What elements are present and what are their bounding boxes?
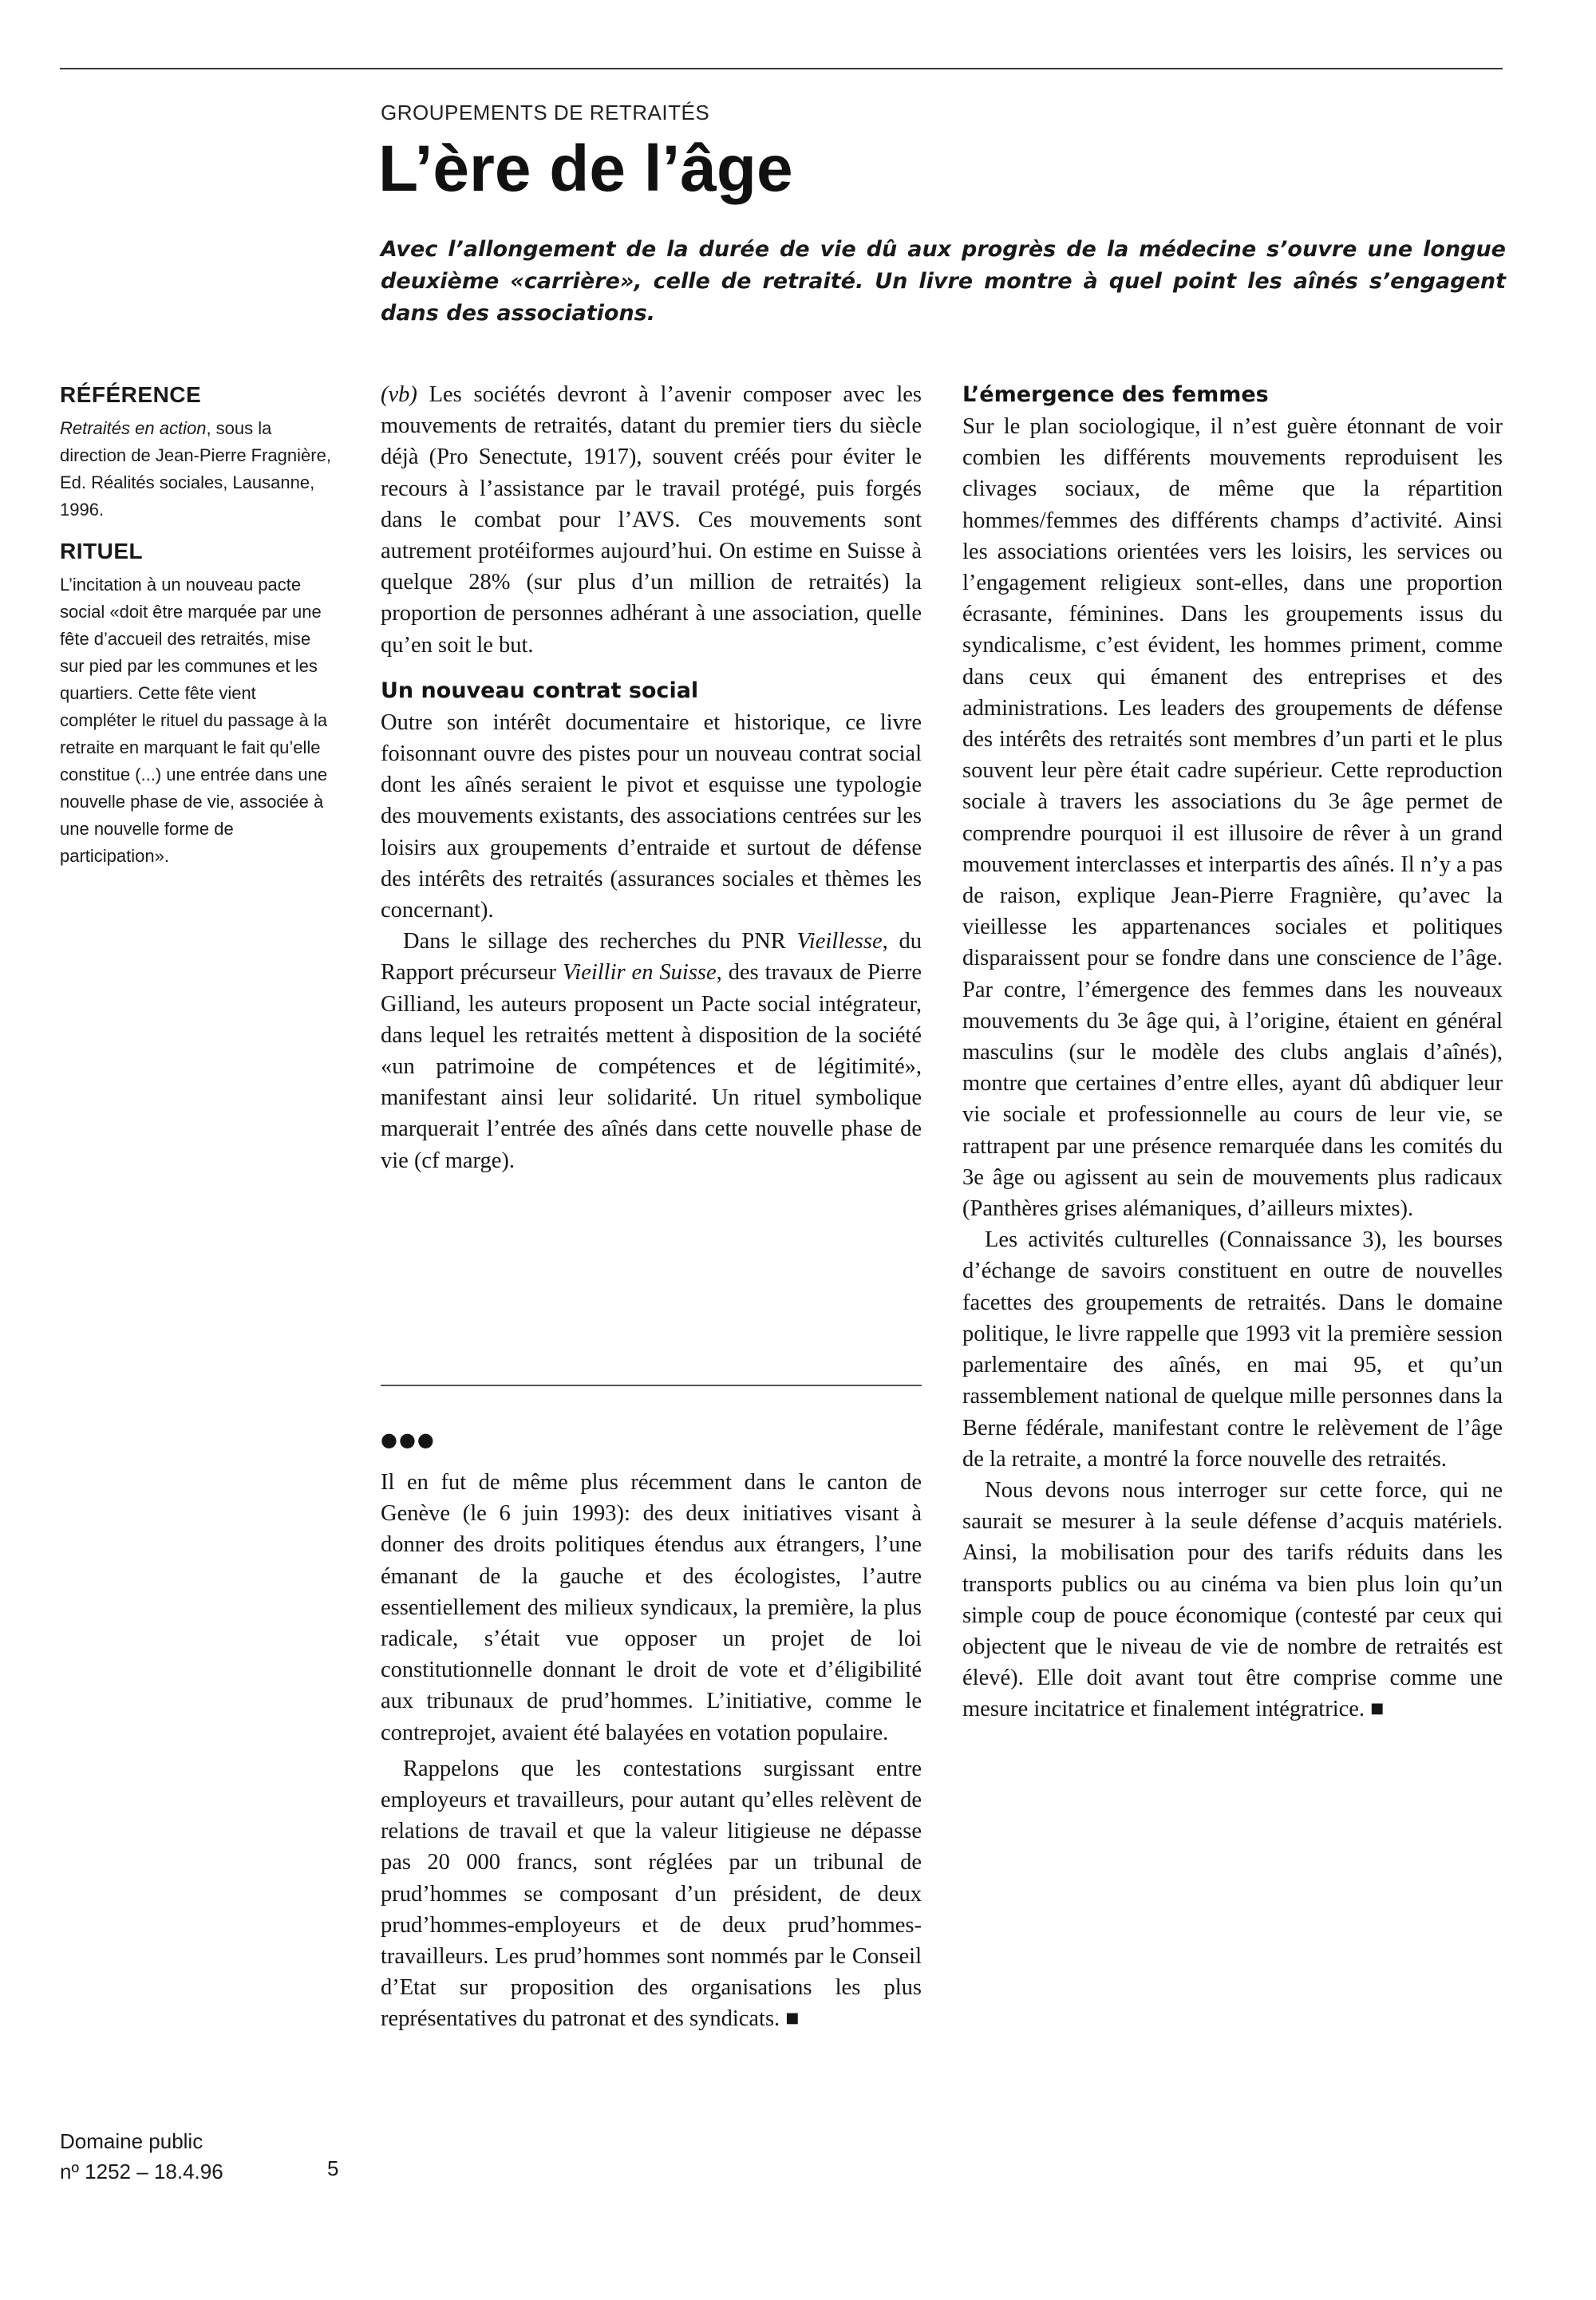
subheading-emergence-femmes: L’émergence des femmes <box>962 382 1269 407</box>
subheading-contrat-social: Un nouveau contrat social <box>381 678 699 703</box>
publication-name: Domaine public <box>60 2129 203 2153</box>
article-paragraph: Sur le plan sociologique, il n’est guère étonnant de voir combien les différents mouvements reproduisent les clivages sociaux, de même que la répartition hommes/femmes des différents champs d’activité. Ainsi les associations orientées vers les loisirs, les services ou l’engagement religieux sont-elles, dans une proportion écrasante, féminines. Dans les groupements issus du syndicalisme, c’est évident, les hommes priment, comme dans ceux qui émanent des entreprises et des administrations. Les leaders des groupements de défense des intérêts des retraités sont membres d’un parti et le plus souvent leur père était cadre supérieur. Cette reproduction sociale à travers les associations du 3e âge permet de comprendre pourquoi il est illusoire de rêver à un grand mouvement interclasses et interpartis des aînés. Il n’y a pas de raison, explique Jean-Pierre Fragnière, qu’avec la vieillesse les appartenances sociales et politiques disparaissent pour se fondre dans une conscience de l’âge. Par contre, l’émergence des femmes dans les nouveaux mouvements du 3e âge qui, à l’origine, étaient en général masculins (sur le modèle des clubs anglais d’aînés), montre que certaines d’entre elles, ayant dû abdiquer leur vie sociale et professionnelle au cours de leur vie, se rattrapent par une présence remarquée dans les comités du 3e âge ou agissent au sein de mouvements plus radicaux (Panthères grises alémaniques, d’ailleurs mixtes). <box>962 414 1503 1222</box>
article-title: L’ère de l’âge <box>378 132 793 205</box>
author-tag: (vb) <box>381 382 417 407</box>
section-divider <box>381 1385 922 1386</box>
reference-text <box>60 415 335 524</box>
reference-book-title: Retraités en action <box>60 418 207 438</box>
article-column-left <box>381 379 922 1176</box>
section-kicker: GROUPEMENTS DE RETRAITÉS <box>381 101 710 124</box>
article-paragraph: (vb) Les sociétés devront à l’avenir composer avec les mouvements de retraités, datant du premier tiers du siècle déjà (Pro Senectute, 1917), souvent créés pour éviter le recours à l’assistance par le travail protégé, puis forgés dans le combat pour l’AVS. Ces mouvements sont autrement protéiformes aujourd’hui. On estime en Suisse à quelque 28% (sur plus d’un million de retraités) la proportion de personnes adhérant à une association, quelle qu’en soit le but. <box>381 382 922 658</box>
article-column-right <box>962 379 1503 1725</box>
issue-info: nº 1252 – 18.4.96 <box>60 2160 223 2183</box>
article-paragraph: Nous devons nous interroger sur cette force, qui ne saurait se mesurer à la seule défense d’acquis matériels. Ainsi, la mobilisation pour des tarifs réduits dans les transports publics ou au cinéma va bien plus loin qu’un simple coup de pouce économique (contesté par ceux qui objectent que le niveau de vie de nombre de retraités est élevé). Elle doit avant tout être comprise comme une mesure incitatrice et finalement intégratrice. ■ <box>962 1477 1503 1722</box>
second-article-column <box>381 1467 922 2035</box>
page-footer <box>60 2126 223 2187</box>
reference-details: , sous la direction de Jean-Pierre Fragnière, Ed. Réalités sociales, Lausanne, 1996. <box>60 418 331 520</box>
page-number: 5 <box>327 2156 339 2180</box>
article-paragraph: Rappelons que les contestations surgissant entre employeurs et travailleurs, pour autant qu’elles relèvent de relations de travail et que la valeur litigieuse ne dépasse pas 20 000 francs, sont réglées par un tribunal de prud’hommes se composant d’un président, de deux prud’hommes-employeurs et de deux prud’hommes-travailleurs. Les prud’hommes sont nommés par le Conseil d’Etat sur proposition des organisations les plus représentatives du patronat et des syndicats. ■ <box>381 1756 922 2032</box>
rituel-text: L’incitation à un nouveau pacte social «doit être marquée par une fête d’accueil des retraités, mise sur pied par les communes et les quartiers. Cette fête vient compléter le rituel du passage à la retraite en marquant le fait qu’elle constitue (...) une entrée dans une nouvelle phase de vie, associée à une nouvelle forme de participation». <box>60 575 328 866</box>
reference-heading: RÉFÉRENCE <box>60 382 202 407</box>
article-paragraph: Les activités culturelles (Connaissance 3), les bourses d’échange de savoirs constituent en outre de nouvelles facettes des groupements de retraités. Dans le domaine politique, le livre rappelle que 1993 vit la première session parlementaire des aînés, en mai 95, et qu’un rassemblement national de quelque mille personnes dans la Berne fédérale, manifestant contre le relèvement de l’âge de la retraite, a montré la force nouvelle des retraités. <box>962 1227 1503 1472</box>
rituel-heading: RITUEL <box>60 539 144 563</box>
article-paragraph: Dans le sillage des recherches du PNR Vieillesse, du Rapport précurseur Vieillir en Suisse, des travaux de Pierre Gilliand, les auteurs proposent un Pacte social intégrateur, dans lequel les retraités mettent à disposition de la société «un patrimoine de compétences et de légitimité», manifestant ainsi leur solidarité. Un rituel symbolique marquerait l’entrée des aînés dans cette nouvelle phase de vie (cf marge). <box>381 929 922 1173</box>
top-rule <box>60 68 1503 69</box>
section-dots: ●●● <box>381 1429 436 1451</box>
article-paragraph: Outre son intérêt documentaire et historique, ce livre foisonnant ouvre des pistes pour un nouveau contrat social dont les aînés seraient le pivot et esquisse une typologie des mouvements existants, des associations centrées sur les loisirs aux groupements d’entraide et surtout de défense des intérêts des retraités (assurances sociales et thèmes les concernant). <box>381 709 922 923</box>
margin-sidebar <box>60 381 335 884</box>
article-lede: Avec l’allongement de la durée de vie dû aux progrès de la médecine s’ouvre une longue deuxième «carrière», celle de retraité. Un livre montre à quel point les aînés s’engagent dans des associations. <box>381 237 1506 326</box>
article-paragraph: Il en fut de même plus récemment dans le canton de Genève (le 6 juin 1993): des deux initiatives visant à donner des droits politiques étendus aux étrangers, l’une émanant de la gauche et des écologistes, l’autre essentiellement des milieux syndicaux, la première, la plus radicale, s’était vue opposer un projet de loi constitutionnelle donnant le droit de vote et d’éligibilité aux tribunaux de prud’hommes. L’initiative, comme le contreprojet, avaient été balayées en votation populaire. <box>381 1470 922 1745</box>
